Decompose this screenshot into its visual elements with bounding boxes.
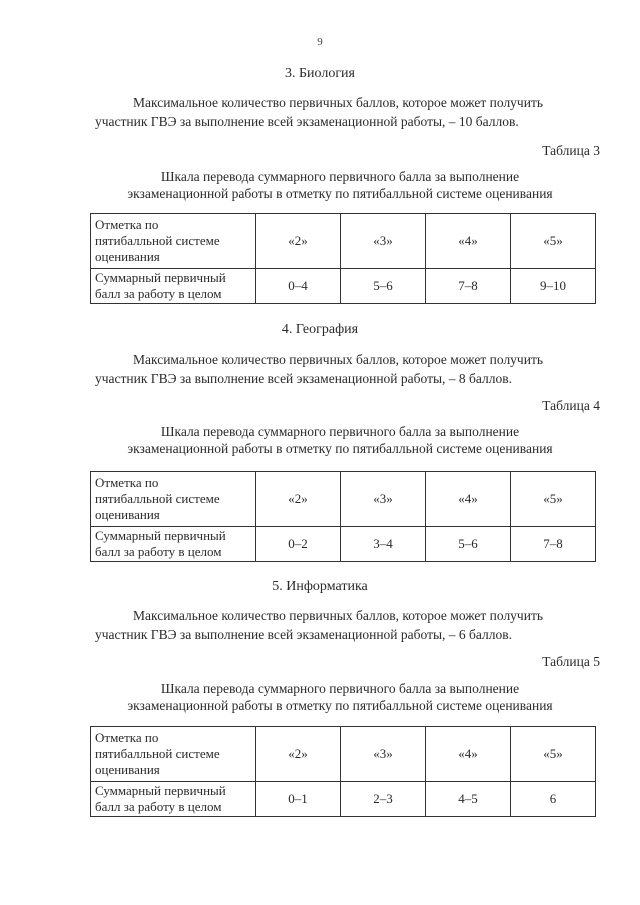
score-cell: 0–2 [256,527,341,562]
table-label: Таблица 4 [542,398,600,413]
table-caption: Шкала перевода суммарного первичного балла за выполнение экзаменационной работы в отметку по пятибалльной системе оценивания [127,424,553,456]
paragraph-line: участник ГВЭ за выполнение всей экзаменационной работы, – 8 баллов. [95,371,513,386]
table-row [91,214,596,269]
score-cell: 4–5 [426,782,511,817]
section-paragraph [95,606,605,644]
grade-cell: «4» [426,727,511,782]
paragraph-line: Максимальное количество первичных баллов, которое может получить [133,95,543,110]
grade-scale-table [90,726,596,817]
grade-cell: «5» [511,472,596,527]
grade-cell: «3» [341,727,426,782]
score-cell: 5–6 [426,527,511,562]
table-caption: Шкала перевода суммарного первичного балла за выполнение экзаменационной работы в отметку по пятибалльной системе оценивания [127,169,553,201]
section-informatics [0,579,640,595]
paragraph-line: участник ГВЭ за выполнение всей экзаменационной работы, – 6 баллов. [95,627,513,642]
section-paragraph [95,93,605,131]
grade-cell: «2» [256,214,341,269]
grade-scale-table [90,471,596,562]
row-header: Отметка по пятибалльной системе оценивания [91,472,256,527]
table-caption: Шкала перевода суммарного первичного балла за выполнение экзаменационной работы в отметку по пятибалльной системе оценивания [127,681,553,713]
section-heading: 5. Информатика [272,579,368,594]
score-cell: 6 [511,782,596,817]
grade-cell: «4» [426,214,511,269]
page-number: 9 [317,36,323,48]
grade-cell: «3» [341,214,426,269]
table-row [91,527,596,562]
table-row [91,472,596,527]
score-cell: 7–8 [511,527,596,562]
score-cell: 5–6 [341,269,426,304]
score-cell: 7–8 [426,269,511,304]
score-cell: 2–3 [341,782,426,817]
table-row [91,727,596,782]
grade-cell: «2» [256,472,341,527]
section-heading: 4. География [281,322,359,337]
row-header: Суммарный первичный балл за работу в целом [91,782,256,817]
section-paragraph [95,350,605,388]
score-cell: 9–10 [511,269,596,304]
row-header: Отметка по пятибалльной системе оценивания [91,727,256,782]
grade-cell: «5» [511,727,596,782]
section-biology [0,66,640,82]
section-geography [0,322,640,338]
score-cell: 3–4 [341,527,426,562]
table-row [91,782,596,817]
paragraph-line: Максимальное количество первичных баллов, которое может получить [133,352,543,367]
grade-cell: «3» [341,472,426,527]
score-cell: 0–4 [256,269,341,304]
table-row [91,269,596,304]
paragraph-line: участник ГВЭ за выполнение всей экзаменационной работы, – 10 баллов. [95,114,519,129]
grade-cell: «2» [256,727,341,782]
row-header: Суммарный первичный балл за работу в целом [91,269,256,304]
row-header: Отметка по пятибалльной системе оценивания [91,214,256,269]
row-header: Суммарный первичный балл за работу в целом [91,527,256,562]
paragraph-line: Максимальное количество первичных баллов, которое может получить [133,608,543,623]
score-cell: 0–1 [256,782,341,817]
table-label: Таблица 5 [542,654,600,669]
grade-cell: «5» [511,214,596,269]
grade-cell: «4» [426,472,511,527]
section-heading: 3. Биология [284,66,355,81]
grade-scale-table [90,213,596,304]
table-label: Таблица 3 [542,143,600,158]
